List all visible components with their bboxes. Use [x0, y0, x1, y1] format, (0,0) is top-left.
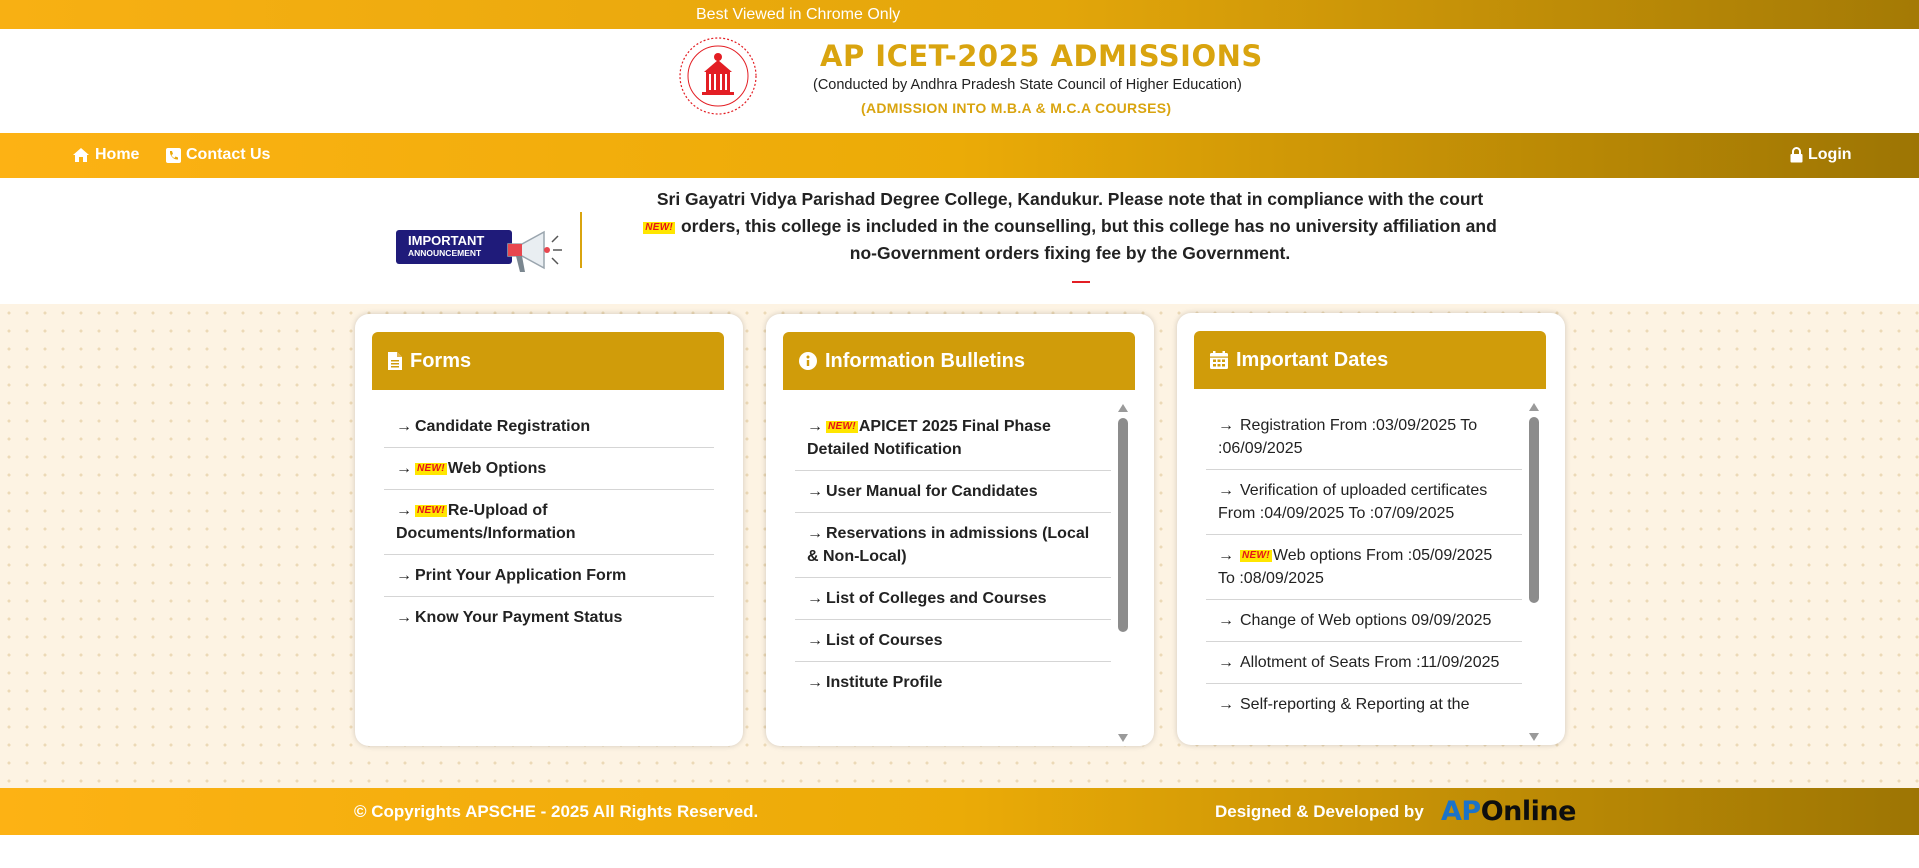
arrow-right-icon: → — [807, 418, 823, 435]
calendar-icon — [1210, 351, 1228, 369]
forms-item-label: Print Your Application Form — [415, 567, 627, 584]
dates-card — [1177, 313, 1565, 745]
site-header — [0, 29, 1919, 133]
dates-scroll-area[interactable] — [1206, 405, 1522, 729]
arrow-right-icon: → — [807, 674, 823, 691]
forms-item-candidate-registration[interactable] — [384, 406, 714, 448]
forms-item-web-options[interactable] — [384, 448, 714, 490]
dates-item-allotment — [1206, 642, 1522, 684]
announcement-divider — [580, 212, 582, 268]
announcement-text — [620, 186, 1520, 267]
scroll-down-icon[interactable] — [1529, 733, 1539, 741]
bulletins-scroll-area[interactable] — [795, 406, 1111, 730]
arrow-right-icon: → — [807, 590, 823, 607]
scroll-down-icon[interactable] — [1118, 734, 1128, 742]
megaphone-icon — [504, 228, 568, 276]
dates-item-label: Self-reporting & Reporting at the — [1240, 696, 1470, 713]
footer-designed-by: Designed & Developed by — [1215, 802, 1424, 821]
dates-item-label: Web options From :05/09/2025 To :08/09/2025 — [1218, 547, 1493, 587]
forms-item-label: Web Options — [447, 460, 547, 477]
dates-list — [1206, 405, 1522, 725]
arrow-right-icon: → — [1218, 482, 1234, 499]
new-badge-icon: NEW! — [828, 421, 856, 432]
arrow-right-icon: → — [1218, 547, 1234, 564]
lock-icon — [1790, 147, 1803, 163]
aponline-logo-online: Online — [1480, 796, 1576, 827]
dates-item-web-options — [1206, 535, 1522, 600]
forms-item-reupload-documents[interactable] — [384, 490, 714, 555]
home-icon — [72, 147, 90, 163]
dates-scroll-thumb[interactable] — [1529, 417, 1539, 603]
bulletins-item-label: List of Colleges and Courses — [826, 590, 1047, 607]
apsche-logo-icon — [676, 36, 760, 120]
dates-card-title: Important Dates — [1236, 348, 1389, 371]
bulletins-item-reservations[interactable] — [795, 513, 1111, 578]
arrow-right-icon: → — [396, 418, 412, 435]
nav-home-link[interactable] — [72, 146, 139, 164]
announcement-line-3: no-Government orders fixing fee by the Government. — [849, 243, 1291, 263]
browser-notice-text: Best Viewed in Chrome Only — [696, 6, 901, 23]
new-badge-icon: NEW! — [645, 222, 674, 233]
arrow-right-icon: → — [1218, 417, 1234, 434]
arrow-right-icon: → — [1218, 612, 1234, 629]
arrow-right-icon: → — [396, 502, 412, 519]
browser-notice-bar — [0, 0, 1919, 29]
bulletins-scrollbar[interactable] — [1116, 404, 1130, 742]
bulletins-item-institute-profile[interactable] — [795, 662, 1111, 703]
bulletins-card-header — [783, 332, 1135, 390]
arrow-right-icon: → — [807, 483, 823, 500]
bulletins-list — [795, 406, 1111, 703]
dates-scrollbar[interactable] — [1527, 403, 1541, 741]
forms-item-label: Candidate Registration — [415, 418, 591, 435]
announcement-section — [0, 178, 1919, 304]
page-course-note: (ADMISSION INTO M.B.A & M.C.A COURSES) — [861, 100, 1172, 116]
arrow-right-icon: → — [396, 460, 412, 477]
dates-item-change-web-options — [1206, 600, 1522, 642]
bulletins-item-list-of-courses[interactable] — [795, 620, 1111, 662]
info-circle-icon — [799, 352, 817, 370]
bulletins-scroll-thumb[interactable] — [1118, 418, 1128, 632]
dates-item-label: Allotment of Seats From :11/09/2025 — [1240, 654, 1500, 671]
forms-card-title: Forms — [410, 349, 472, 372]
arrow-right-icon: → — [1218, 654, 1234, 671]
arrow-right-icon: → — [807, 632, 823, 649]
important-announcement-badge — [396, 228, 568, 270]
page-title: AP ICET-2025 ADMISSIONS — [820, 39, 1263, 73]
forms-card-header — [372, 332, 724, 390]
phone-square-icon — [166, 148, 181, 163]
aponline-logo-ap: AP — [1441, 796, 1481, 827]
bulletins-card — [766, 314, 1154, 746]
badge-sub-text: ANNOUNCEMENT — [408, 248, 482, 258]
dates-item-registration — [1206, 405, 1522, 470]
page-subtitle: (Conducted by Andhra Pradesh State Council of Higher Education) — [813, 77, 1242, 93]
arrow-right-icon: → — [396, 567, 412, 584]
bulletins-item-final-phase-notification[interactable] — [795, 406, 1111, 471]
bulletins-card-title: Information Bulletins — [825, 349, 1025, 372]
new-badge-icon: NEW! — [1242, 550, 1270, 561]
main-navbar — [0, 133, 1919, 178]
dates-item-verification — [1206, 470, 1522, 535]
dates-card-header — [1194, 331, 1546, 389]
announcement-line-1: Sri Gayatri Vidya Parishad Degree College, Kandukur. Please note that in compliance with the court — [656, 189, 1484, 209]
bulletins-item-label: Reservations in admissions (Local & Non-Local) — [807, 525, 1090, 565]
nav-home-label: Home — [95, 146, 140, 163]
new-badge-icon: NEW! — [417, 505, 445, 516]
bulletins-item-label: List of Courses — [826, 632, 943, 649]
dates-item-self-reporting — [1206, 684, 1522, 725]
forms-item-print-application[interactable] — [384, 555, 714, 597]
bulletins-item-user-manual[interactable] — [795, 471, 1111, 513]
scroll-up-icon[interactable] — [1118, 404, 1128, 412]
nav-login-link[interactable] — [1790, 146, 1852, 164]
dates-item-label: Registration From :03/09/2025 To :06/09/2025 — [1218, 417, 1478, 457]
dates-item-label: Change of Web options 09/09/2025 — [1240, 612, 1492, 629]
forms-item-label: Know Your Payment Status — [415, 609, 623, 626]
arrow-right-icon: → — [396, 609, 412, 626]
file-icon — [388, 352, 402, 370]
bulletins-item-label: APICET 2025 Final Phase Detailed Notification — [807, 418, 1051, 458]
announcement-line-2-wrap — [620, 213, 1520, 240]
new-badge-icon: NEW! — [417, 463, 445, 474]
forms-card — [355, 314, 743, 746]
forms-item-payment-status[interactable] — [384, 597, 714, 638]
announcement-marquee-indicator — [1072, 281, 1090, 283]
arrow-right-icon: → — [807, 525, 823, 542]
bulletins-item-colleges-courses[interactable] — [795, 578, 1111, 620]
arrow-right-icon: → — [1218, 696, 1234, 713]
site-footer — [0, 788, 1919, 835]
main-content — [0, 304, 1919, 788]
footer-copyright: © Copyrights APSCHE - 2025 All Rights Reserved. — [354, 802, 759, 821]
bulletins-item-label: Institute Profile — [826, 674, 943, 691]
badge-main-text: IMPORTANT — [408, 233, 485, 248]
nav-contact-label: Contact Us — [186, 146, 271, 163]
aponline-logo[interactable] — [1441, 796, 1576, 827]
bulletins-item-label: User Manual for Candidates — [826, 483, 1038, 500]
forms-list — [384, 406, 714, 638]
nav-contact-link[interactable] — [166, 146, 270, 164]
scroll-up-icon[interactable] — [1529, 403, 1539, 411]
dates-item-label: Verification of uploaded certificates From :04/09/2025 To :07/09/2025 — [1218, 482, 1488, 522]
nav-login-label: Login — [1808, 146, 1852, 163]
forms-item-label: Re-Upload of Documents/Information — [396, 502, 576, 542]
announcement-line-2: orders, this college is included in the counselling, but this college has no university affiliation and — [680, 216, 1497, 236]
